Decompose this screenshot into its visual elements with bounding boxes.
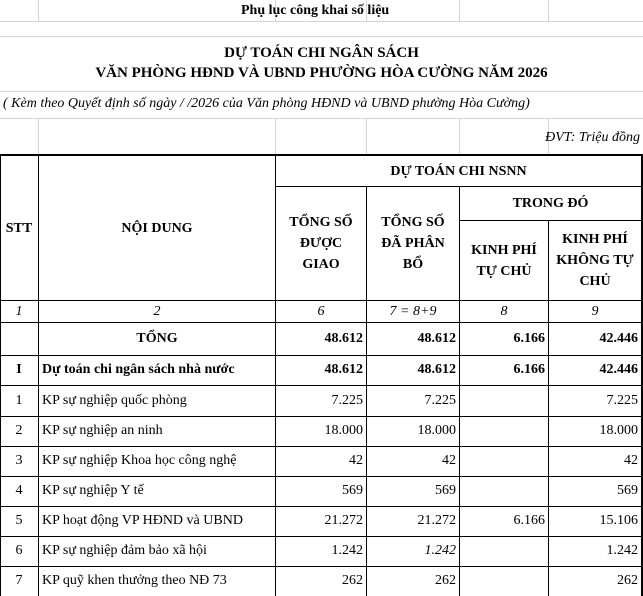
gridline: [0, 21, 643, 22]
row-stt: 3: [15, 453, 23, 468]
row-total-assigned: 18.000: [324, 423, 363, 438]
row-stt: 6: [15, 543, 23, 558]
row-total-allocated: 7.225: [424, 393, 456, 408]
section-stt: I: [16, 362, 22, 377]
gridline: [38, 118, 39, 154]
row-total-assigned: 21.272: [324, 513, 363, 528]
decision-reference: ( Kèm theo Quyết định số ngày / /2026 của Văn phòng HĐND và UBND phường Hòa Cường): [3, 96, 530, 111]
table-border: [0, 355, 643, 356]
column-index: 8: [500, 304, 508, 319]
column-index: 1: [15, 304, 23, 319]
table-border: [0, 322, 643, 323]
row-total-assigned: 262: [342, 573, 363, 588]
table-border: [0, 536, 643, 537]
total-autonomous: 6.166: [513, 331, 545, 346]
unit-label: ĐVT: Triệu đồng: [545, 130, 640, 145]
row-total-allocated: 42: [442, 453, 456, 468]
row-label: KP sự nghiệp an ninh: [42, 423, 163, 438]
column-header-non-autonomous: KINH PHÍ KHÔNG TỰ CHỦ: [556, 232, 634, 289]
total-non-autonomous: 42.446: [599, 331, 638, 346]
document-subtitle: VĂN PHÒNG HĐND VÀ UBND PHƯỜNG HÒA CƯỜNG NĂM 2026: [95, 65, 548, 81]
column-header-autonomous: KINH PHÍ TỰ CHỦ: [471, 242, 537, 279]
table-border: [366, 186, 367, 596]
table-border: [0, 416, 643, 417]
row-label: KP sự nghiệp Khoa học công nghệ: [42, 453, 237, 468]
column-header-total-allocated: TỔNG SỐ ĐÃ PHÂN BỔ: [381, 215, 445, 272]
appendix-title: Phụ lục công khai số liệu: [241, 3, 390, 18]
table-border: [0, 566, 643, 567]
table-border: [0, 446, 643, 447]
column-group-header: DỰ TOÁN CHI NSNN: [390, 163, 527, 179]
row-stt: 4: [15, 483, 23, 498]
row-total-assigned: 42: [349, 453, 363, 468]
row-label: KP sự nghiệp đảm bảo xã hội: [42, 543, 207, 558]
table-border: [0, 476, 643, 477]
gridline: [0, 118, 643, 119]
row-stt: 2: [15, 423, 23, 438]
column-header-total-assigned: TỔNG SỐ ĐƯỢC GIAO: [289, 215, 353, 272]
row-total-assigned: 7.225: [331, 393, 363, 408]
gridline: [275, 118, 276, 154]
row-non-autonomous: 1.242: [606, 543, 638, 558]
table-border: [0, 385, 643, 386]
section-label: Dự toán chi ngân sách nhà nước: [42, 362, 235, 377]
column-header-content: NỘI DUNG: [121, 220, 193, 236]
total-assigned: 48.612: [324, 331, 363, 346]
row-total-allocated: 1.242: [424, 543, 456, 558]
row-non-autonomous: 42: [624, 453, 638, 468]
section-total-allocated: 48.612: [417, 362, 456, 377]
column-index: 6: [317, 304, 325, 319]
row-total-assigned: 1.242: [331, 543, 363, 558]
row-label: KP sự nghiệp Y tế: [42, 483, 144, 498]
column-index: 2: [153, 304, 161, 319]
section-non-autonomous: 42.446: [599, 362, 638, 377]
row-non-autonomous: 262: [617, 573, 638, 588]
column-subgroup-header: TRONG ĐÓ: [512, 196, 589, 211]
table-border: [459, 186, 460, 596]
table-border: [0, 300, 643, 301]
gridline: [459, 0, 460, 22]
row-total-allocated: 569: [435, 483, 456, 498]
row-non-autonomous: 7.225: [606, 393, 638, 408]
table-border: [0, 506, 643, 507]
column-header-stt: STT: [5, 220, 33, 236]
gridline: [366, 118, 367, 154]
row-total-assigned: 569: [342, 483, 363, 498]
row-autonomous: 6.166: [513, 513, 545, 528]
section-total-assigned: 48.612: [324, 362, 363, 377]
total-allocated: 48.612: [417, 331, 456, 346]
row-non-autonomous: 569: [617, 483, 638, 498]
row-total-allocated: 18.000: [417, 423, 456, 438]
column-index: 9: [591, 304, 599, 319]
row-stt: 7: [15, 573, 23, 588]
document-title: DỰ TOÁN CHI NGÂN SÁCH: [224, 45, 419, 61]
row-total-allocated: 262: [435, 573, 456, 588]
section-autonomous: 6.166: [513, 362, 545, 377]
row-stt: 1: [15, 393, 23, 408]
gridline: [0, 36, 643, 37]
row-non-autonomous: 18.000: [599, 423, 638, 438]
row-label: KP quỹ khen thưởng theo NĐ 73: [42, 573, 227, 588]
total-row-label: TỔNG: [136, 331, 178, 346]
row-label: KP hoạt động VP HĐND và UBND: [42, 513, 243, 528]
row-non-autonomous: 15.106: [599, 513, 638, 528]
gridline: [548, 0, 549, 22]
column-index: 7 = 8+9: [389, 304, 437, 319]
gridline: [0, 91, 643, 92]
gridline: [38, 0, 39, 22]
row-label: KP sự nghiệp quốc phòng: [42, 393, 187, 408]
row-stt: 5: [15, 513, 23, 528]
row-total-allocated: 21.272: [417, 513, 456, 528]
